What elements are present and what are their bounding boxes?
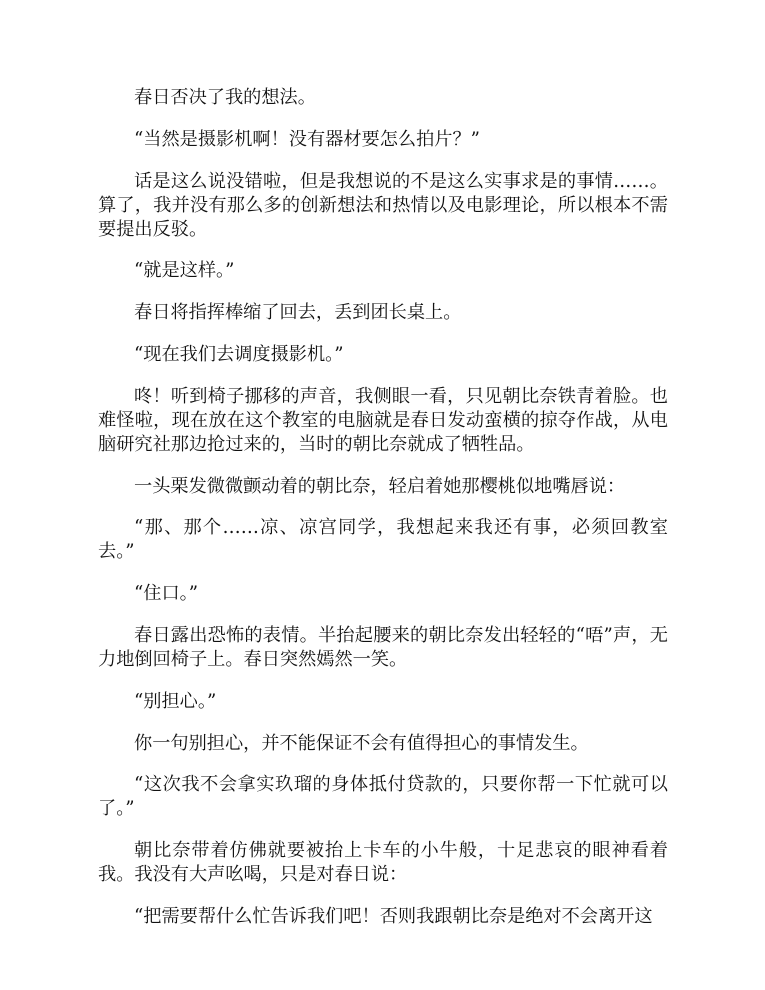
paragraph: 春日露出恐怖的表情。半抬起腰来的朝比奈发出轻轻的“唔”声，无力地倒回椅子上。春日突然嫣然一笑。 xyxy=(98,624,668,670)
paragraph: 春日将指挥棒缩了回去，丢到团长桌上。 xyxy=(134,302,462,324)
paragraph: “那、那个……凉、凉宫同学，我想起来我还有事，必须回教室去。” xyxy=(98,517,668,563)
paragraph: 你一句别担心，并不能保证不会有值得担心的事情发生。 xyxy=(134,732,589,754)
paragraph: “现在我们去调度摄影机。” xyxy=(134,343,344,365)
paragraph: 话是这么说没错啦，但是我想说的不是这么实事求是的事情……。算了，我并没有那么多的创新想法和热情以及电影理论，所以根本不需要提出反驳。 xyxy=(98,170,668,240)
paragraph: “别担心。” xyxy=(134,690,217,712)
paragraph: “住口。” xyxy=(134,583,199,605)
paragraph: 咚！听到椅子挪移的声音，我侧眼一看，只见朝比奈铁青着脸。也难怪啦，现在放在这个教室的电脑就是春日发动蛮横的掠夺作战，从电脑研究社那边抢过来的，当时的朝比奈就成了牺牲品。 xyxy=(98,385,668,455)
paragraph: 一头栗发微微颤动着的朝比奈，轻启着她那樱桃似地嘴唇说： xyxy=(134,475,626,497)
paragraph: “把需要帮什么忙告诉我们吧！否则我跟朝比奈是绝对不会离开这 xyxy=(134,905,653,927)
novel-text-body xyxy=(98,86,668,947)
paragraph: “就是这样。” xyxy=(134,260,235,282)
paragraph: 春日否决了我的想法。 xyxy=(134,87,316,108)
paragraph: “这次我不会拿实玖瑠的身体抵付贷款的，只要你帮一下忙就可以了。” xyxy=(98,774,668,820)
paragraph: “当然是摄影机啊！没有器材要怎么拍片？” xyxy=(134,128,480,150)
paragraph: 朝比奈带着仿佛就要被抬上卡车的小牛般，十足悲哀的眼神看着我。我没有大声吆喝，只是对春日说： xyxy=(98,840,668,886)
